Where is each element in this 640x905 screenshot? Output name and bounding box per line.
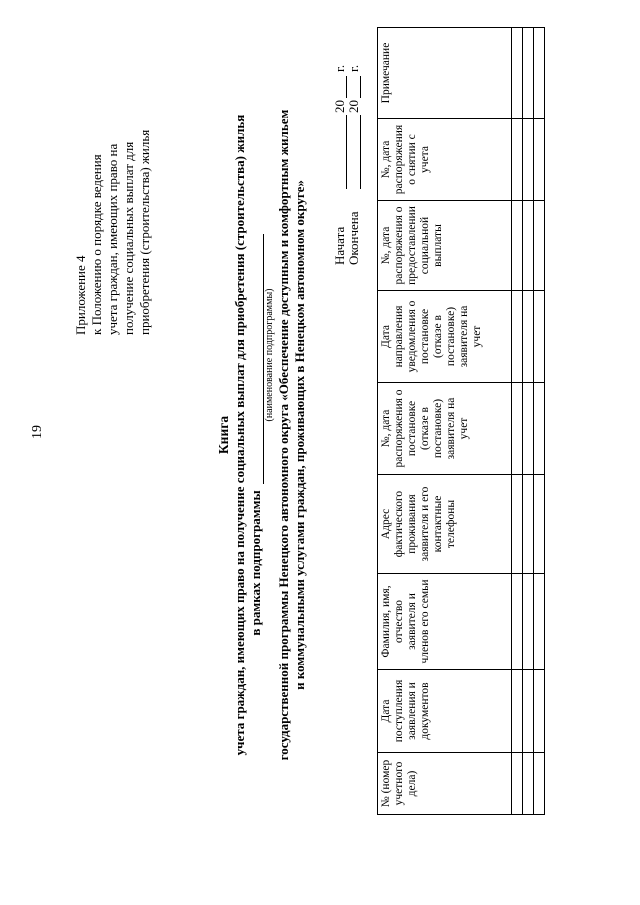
book-title-block xyxy=(216,85,308,785)
table-cell xyxy=(534,383,545,475)
table-row xyxy=(512,28,523,815)
column-header: Фамилия, имя, отчество заявителя и членов его семьи xyxy=(378,574,512,670)
end-date-row xyxy=(347,25,361,265)
book-title-line: учета граждан, имеющих право на получение социальных выплат для приобретения (строительства) жилья xyxy=(232,114,247,756)
column-header: Дата направления уведомления о постановке (отказе в постановке) заявителя на учет xyxy=(378,291,512,383)
table-cell xyxy=(534,119,545,201)
book-title: Книга xyxy=(216,415,231,455)
table-cell xyxy=(534,753,545,815)
table-body xyxy=(512,28,545,815)
start-date-row xyxy=(333,25,347,265)
appendix-line: учета граждан, имеющих право на xyxy=(105,143,120,335)
table-cell xyxy=(534,28,545,119)
table-row xyxy=(523,28,534,815)
subprogram-label: в рамках подпрограммы xyxy=(248,490,263,636)
dates-block xyxy=(333,25,361,265)
table-cell xyxy=(534,670,545,753)
appendix-line: получение социальных выплат для xyxy=(121,141,136,335)
table-cell xyxy=(534,574,545,670)
appendix-title: Приложение 4 xyxy=(73,255,88,335)
program-line: и коммунальными услугами граждан, проживающих в Ненецком автономном округе» xyxy=(292,180,307,690)
year-suffix: г. xyxy=(346,64,361,72)
subprogram-blank xyxy=(250,234,264,484)
table-cell xyxy=(512,670,523,753)
table-cell xyxy=(523,291,534,383)
table-row xyxy=(534,28,545,815)
table-cell xyxy=(512,753,523,815)
table-cell xyxy=(523,753,534,815)
column-header: Адрес фактического проживания заявителя и его контактные телефоны xyxy=(378,475,512,574)
table-cell xyxy=(523,201,534,291)
column-header: Примечание xyxy=(378,28,512,119)
column-header: №, дата распоряжения о снятии с учета xyxy=(378,119,512,201)
year-blank xyxy=(348,76,361,98)
table-cell xyxy=(512,119,523,201)
year-prefix: 20 xyxy=(332,100,347,113)
column-header: Дата поступления заявления и документов xyxy=(378,670,512,753)
column-header: №, дата распоряжения о постановке (отказе в постановке) заявителя на учет xyxy=(378,383,512,475)
column-header: № (номер учетного дела) xyxy=(378,753,512,815)
table-cell xyxy=(512,383,523,475)
table-cell xyxy=(523,574,534,670)
table-cell xyxy=(523,119,534,201)
table-cell xyxy=(534,291,545,383)
appendix-line: к Положению о порядке ведения xyxy=(89,154,104,335)
table-cell xyxy=(523,475,534,574)
table-cell xyxy=(523,383,534,475)
table-cell xyxy=(534,201,545,291)
year-suffix: г. xyxy=(332,64,347,72)
table-cell xyxy=(512,574,523,670)
table-header-row xyxy=(378,28,512,815)
end-date-label: Окончена xyxy=(346,211,361,265)
date-blank xyxy=(334,115,347,189)
program-line: государственной программы Ненецкого автономного округа «Обеспечение доступным и комфортным жильем xyxy=(276,109,291,761)
table-cell xyxy=(512,28,523,119)
table-cell xyxy=(523,28,534,119)
table-cell xyxy=(512,475,523,574)
date-blank xyxy=(348,115,361,189)
table-cell xyxy=(512,201,523,291)
subprogram-line xyxy=(248,85,264,785)
start-date-label: Начата xyxy=(332,226,347,265)
table-cell xyxy=(534,475,545,574)
appendix-line: приобретения (строительства) жилья xyxy=(137,129,152,335)
subprogram-caption: (наименование подпрограммы) xyxy=(264,288,275,422)
year-blank xyxy=(334,76,347,98)
registry-table xyxy=(377,27,545,815)
table-cell xyxy=(523,670,534,753)
column-header: №, дата распоряжения о предоставлении социальной выплаты xyxy=(378,201,512,291)
table-cell xyxy=(512,291,523,383)
page-number: 19 xyxy=(30,425,45,439)
year-prefix: 20 xyxy=(346,100,361,113)
appendix-block xyxy=(73,25,153,335)
